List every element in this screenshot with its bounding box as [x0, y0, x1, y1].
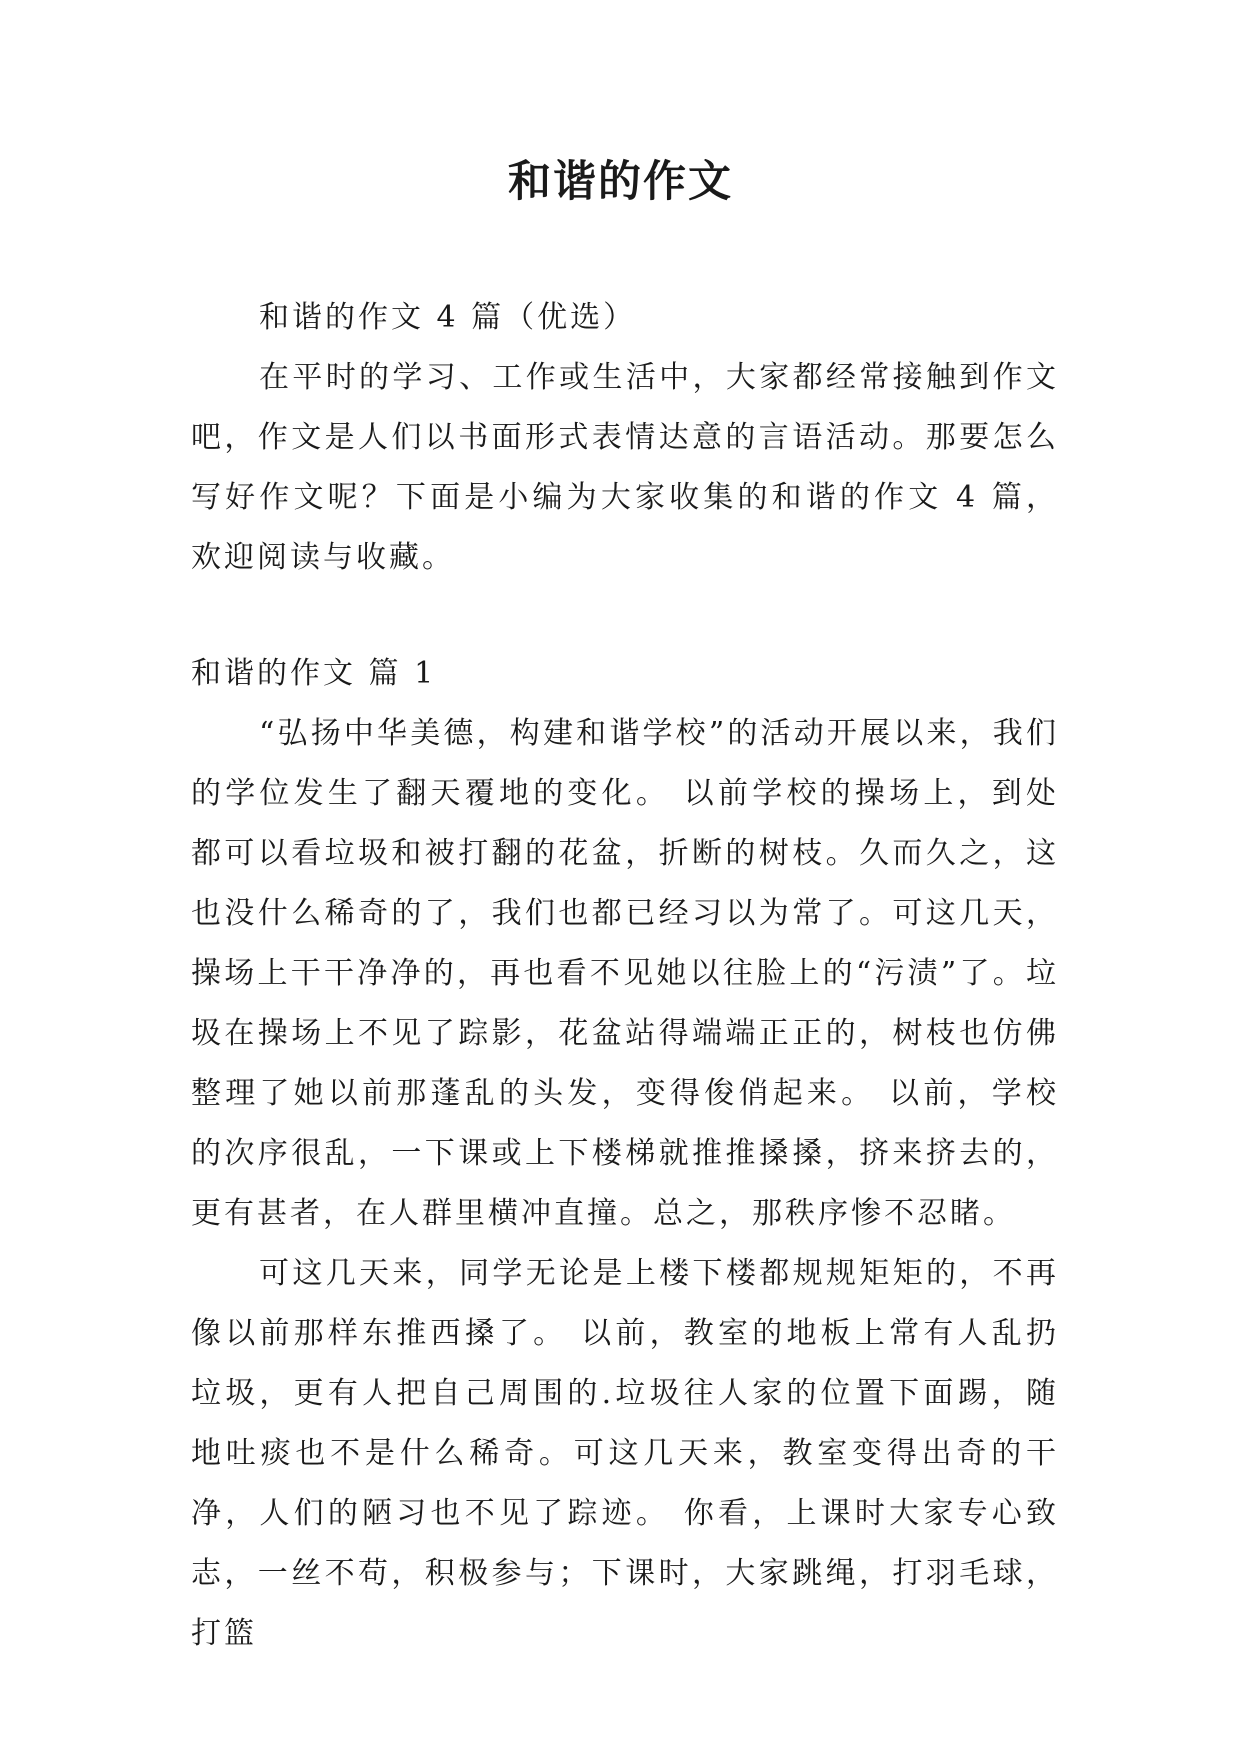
body-paragraph: 可这几天来，同学无论是上楼下楼都规规矩矩的，不再像以前那样东推西搡了。 以前，教室的地板上常有人乱扔垃圾，更有人把自己周围的.垃圾往人家的位置下面踢，随地吐痰也不是什么稀奇。可这几天来，教室变得出奇的干净，人们的陋习也不见了踪迹。 你看，上课时大家专心致志，一丝不苟，积极参与；下课时，大家跳绳，打羽毛球，打篮: [191, 1256, 1059, 1651]
body-paragraph: “弘扬中华美德，构建和谐学校”的活动开展以来，我们的学位发生了翻天覆地的变化。 以前学校的操场上，到处都可以看垃圾和被打翻的花盆，折断的树枝。久而久之，这也没什么稀奇的了，我们也都已经习以为常了。可这几天，操场上干干净净的，再也看不见她以往脸上的“污渍”了。垃圾在操场上不见了踪影，花盆站得端端正正的，树枝也仿佛整理了她以前那蓬乱的头发，变得俊俏起来。 以前，学校的次序很乱，一下课或上下楼梯就推推搡搡，挤来挤去的，更有甚者，在人群里横冲直撞。总之，那秩序惨不忍睹。: [191, 716, 1059, 1231]
document-subtitle: 和谐的作文 4 篇（优选）: [259, 300, 637, 335]
intro-paragraph: 在平时的学习、工作或生活中，大家都经常接触到作文吧，作文是人们以书面形式表情达意的言语活动。那要怎么写好作文呢？下面是小编为大家收集的和谐的作文 4 篇，欢迎阅读与收藏。: [191, 360, 1059, 575]
section-heading: 和谐的作文 篇 1: [191, 656, 437, 691]
document-title: 和谐的作文: [508, 157, 733, 207]
document-body: [191, 288, 1059, 1664]
